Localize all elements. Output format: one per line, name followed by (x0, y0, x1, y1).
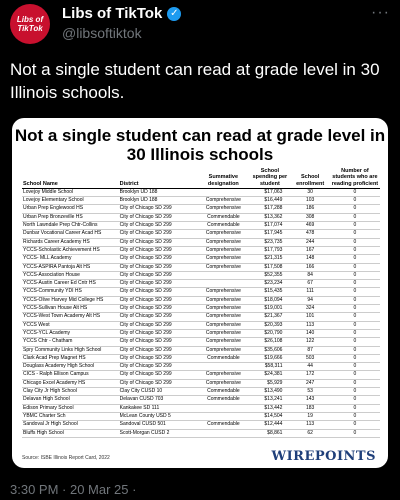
cell-district: City of Chicago SD 299 (119, 329, 198, 337)
cell-spending: $17,945 (249, 230, 290, 238)
cell-proficient: 0 (330, 321, 380, 329)
cell-school: YCCS-West Town Academy Alt HS (22, 313, 119, 321)
table-row (22, 354, 380, 362)
cell-enrollment: 324 (290, 305, 329, 313)
post-text: Not a single student can read at grade level in 30 Illinois schools. (10, 60, 380, 102)
cell-district: City of Chicago SD 299 (119, 213, 198, 221)
table-row (22, 305, 380, 313)
cell-designation: Comprehensive (197, 197, 249, 205)
avatar-line-2: TikTok (17, 24, 43, 33)
cell-school: Clay City Jr High School (22, 388, 119, 396)
cell-designation (197, 363, 249, 371)
cell-proficient: 0 (330, 263, 380, 271)
table-row (22, 313, 380, 321)
cell-spending: $23,735 (249, 238, 290, 246)
cell-spending: $15,435 (249, 288, 290, 296)
table-row (22, 329, 380, 337)
cell-enrollment: 140 (290, 329, 329, 337)
cell-school: Douglass Academy High School (22, 363, 119, 371)
col-school: School Name (22, 168, 119, 188)
cell-school: Edison Primary School (22, 404, 119, 412)
cell-district: City of Chicago SD 299 (119, 354, 198, 362)
col-designation: Summative designation (197, 168, 249, 188)
cell-enrollment: 166 (290, 263, 329, 271)
cell-proficient: 0 (330, 404, 380, 412)
table-row (22, 205, 380, 213)
cell-district: City of Chicago SD 299 (119, 371, 198, 379)
cell-spending: $20,393 (249, 321, 290, 329)
cell-enrollment: 19 (290, 412, 329, 420)
cell-enrollment: 84 (290, 271, 329, 279)
cell-spending: $14,504 (249, 412, 290, 420)
table-row (22, 363, 380, 371)
cell-school: YCCS West (22, 321, 119, 329)
cell-district: City of Chicago SD 299 (119, 296, 198, 304)
cell-spending: $58,311 (249, 363, 290, 371)
col-spending: School spending per student (249, 168, 290, 188)
cell-designation: Comprehensive (197, 296, 249, 304)
cell-proficient: 0 (330, 396, 380, 404)
cell-designation: Comprehensive (197, 305, 249, 313)
table-body (22, 188, 380, 437)
cell-proficient: 0 (330, 305, 380, 313)
table-row (22, 371, 380, 379)
cell-enrollment: 44 (290, 363, 329, 371)
cell-spending: $17,793 (249, 246, 290, 254)
cell-spending: $23,234 (249, 280, 290, 288)
cell-enrollment: 478 (290, 230, 329, 238)
cell-school: YBMC Charter Sch (22, 412, 119, 420)
cell-spending: $16,449 (249, 197, 290, 205)
cell-designation: Comprehensive (197, 255, 249, 263)
cell-school: North Lawndale Prep Chtr-Collins (22, 222, 119, 230)
cell-enrollment: 111 (290, 288, 329, 296)
cell-school: YCCS Chtr - Chatham (22, 338, 119, 346)
cell-district: Kankakee SD 111 (119, 404, 198, 412)
cell-school: YCCS- MLL Academy (22, 255, 119, 263)
cell-proficient: 0 (330, 371, 380, 379)
schools-table-wrap (22, 168, 380, 438)
cell-school: YCCS-Sullivan House Alt HS (22, 305, 119, 313)
cell-enrollment: 113 (290, 321, 329, 329)
cell-district: City of Chicago SD 299 (119, 346, 198, 354)
cell-proficient: 0 (330, 313, 380, 321)
cell-proficient: 0 (330, 329, 380, 337)
avatar[interactable] (10, 4, 50, 44)
schools-table (22, 168, 380, 438)
cell-proficient: 0 (330, 412, 380, 420)
cell-spending: $21,367 (249, 313, 290, 321)
verified-badge-icon: ✓ (167, 7, 181, 21)
cell-enrollment: 113 (290, 421, 329, 429)
cell-school: Richards Career Academy HS (22, 238, 119, 246)
cell-enrollment: 101 (290, 313, 329, 321)
table-row (22, 404, 380, 412)
cell-proficient: 0 (330, 429, 380, 437)
table-row (22, 230, 380, 238)
table-row (22, 238, 380, 246)
cell-designation: Comprehensive (197, 379, 249, 387)
cell-spending: $18,094 (249, 296, 290, 304)
cell-designation: Commendable (197, 222, 249, 230)
cell-designation: Comprehensive (197, 371, 249, 379)
cell-school: Sandoval Jr High School (22, 421, 119, 429)
cell-designation: Commendable (197, 396, 249, 404)
cell-spending: $21,315 (249, 255, 290, 263)
table-row (22, 197, 380, 205)
cell-school: Clark Acad Prep Magnet HS (22, 354, 119, 362)
cell-proficient: 0 (330, 296, 380, 304)
cell-enrollment: 103 (290, 197, 329, 205)
cell-designation (197, 404, 249, 412)
cell-designation: Comprehensive (197, 321, 249, 329)
cell-designation (197, 188, 249, 196)
cell-spending: $12,444 (249, 421, 290, 429)
cell-designation: Commendable (197, 354, 249, 362)
cell-spending: $13,442 (249, 404, 290, 412)
cell-district: Scott-Morgan CUSD 2 (119, 429, 198, 437)
cell-district: Brooklyn UD 188 (119, 188, 198, 196)
source-note: Source: ISBE Illinois Report Card, 2022 (22, 455, 110, 461)
cell-enrollment: 62 (290, 429, 329, 437)
cell-school: Bluffs High School (22, 429, 119, 437)
attached-image[interactable] (12, 118, 388, 468)
cell-district: City of Chicago SD 299 (119, 363, 198, 371)
cell-district: City of Chicago SD 299 (119, 230, 198, 238)
cell-proficient: 0 (330, 346, 380, 354)
cell-district: City of Chicago SD 299 (119, 321, 198, 329)
cell-designation: Comprehensive (197, 313, 249, 321)
cell-spending: $35,606 (249, 346, 290, 354)
more-options-icon[interactable]: ··· (371, 4, 390, 21)
table-row (22, 288, 380, 296)
cell-proficient: 0 (330, 197, 380, 205)
cell-district: City of Chicago SD 299 (119, 205, 198, 213)
cell-school: Spry Community Links High School (22, 346, 119, 354)
cell-spending: $19,666 (249, 354, 290, 362)
cell-designation: Comprehensive (197, 329, 249, 337)
cell-designation: Commendable (197, 421, 249, 429)
cell-designation: Comprehensive (197, 338, 249, 346)
avatar-line-1: Libs of (16, 15, 44, 24)
image-title: Not a single student can read at grade level in 30 Illinois schools (14, 126, 386, 164)
cell-proficient: 0 (330, 280, 380, 288)
cell-spending: $8,861 (249, 429, 290, 437)
cell-enrollment: 183 (290, 404, 329, 412)
cell-proficient: 0 (330, 188, 380, 196)
cell-designation: Comprehensive (197, 246, 249, 254)
cell-proficient: 0 (330, 338, 380, 346)
cell-school: YCCS-Scholastic Achievement HS (22, 246, 119, 254)
display-name[interactable]: Libs of TikTok (62, 5, 163, 22)
cell-spending: $13,362 (249, 213, 290, 221)
cell-district: City of Chicago SD 299 (119, 313, 198, 321)
cell-school: Delavan High School (22, 396, 119, 404)
cell-enrollment: 247 (290, 379, 329, 387)
cell-district: City of Chicago SD 299 (119, 288, 198, 296)
cell-spending: $17,288 (249, 205, 290, 213)
table-row (22, 412, 380, 420)
cell-designation: Comprehensive (197, 346, 249, 354)
cell-district: City of Chicago SD 299 (119, 246, 198, 254)
table-row (22, 246, 380, 254)
table-row (22, 338, 380, 346)
table-row (22, 421, 380, 429)
table-row (22, 271, 380, 279)
post-timestamp[interactable]: 3:30 PM · 20 Mar 25 · (10, 482, 137, 497)
table-row (22, 263, 380, 271)
cell-spending: $5,929 (249, 379, 290, 387)
table-row (22, 321, 380, 329)
cell-designation: Comprehensive (197, 238, 249, 246)
cell-enrollment: 94 (290, 296, 329, 304)
cell-enrollment: 87 (290, 346, 329, 354)
cell-enrollment: 30 (290, 188, 329, 196)
cell-enrollment: 503 (290, 354, 329, 362)
cell-enrollment: 244 (290, 238, 329, 246)
cell-district: City of Chicago SD 299 (119, 305, 198, 313)
cell-designation (197, 412, 249, 420)
cell-school: Lovejoy Elementary School (22, 197, 119, 205)
cell-school: Lovejoy Middle School (22, 188, 119, 196)
cell-district: City of Chicago SD 299 (119, 379, 198, 387)
cell-proficient: 0 (330, 213, 380, 221)
cell-proficient: 0 (330, 222, 380, 230)
table-row (22, 296, 380, 304)
cell-spending: $17,074 (249, 222, 290, 230)
cell-school: YCCS-Olive Harvey Mid College HS (22, 296, 119, 304)
cell-district: Clay City CUSD 10 (119, 388, 198, 396)
cell-proficient: 0 (330, 271, 380, 279)
handle[interactable]: @libsoftiktok (62, 25, 142, 41)
cell-spending: $26,108 (249, 338, 290, 346)
cell-school: YCCS-ASPIRA Pantoja Alt HS (22, 263, 119, 271)
cell-enrollment: 172 (290, 371, 329, 379)
cell-spending: $19,001 (249, 305, 290, 313)
cell-proficient: 0 (330, 230, 380, 238)
cell-district: Brooklyn UD 188 (119, 197, 198, 205)
cell-designation: Comprehensive (197, 263, 249, 271)
cell-school: YCCS-Association House (22, 271, 119, 279)
cell-designation: Comprehensive (197, 230, 249, 238)
cell-proficient: 0 (330, 288, 380, 296)
cell-district: Delavan CUSD 703 (119, 396, 198, 404)
display-name-row[interactable] (62, 4, 181, 23)
post-header (10, 4, 390, 48)
table-row (22, 396, 380, 404)
cell-designation: Commendable (197, 213, 249, 221)
table-row (22, 388, 380, 396)
cell-designation: Comprehensive (197, 205, 249, 213)
col-enrollment: School enrollment (290, 168, 329, 188)
cell-proficient: 0 (330, 421, 380, 429)
cell-spending: $13,490 (249, 388, 290, 396)
cell-enrollment: 186 (290, 205, 329, 213)
table-row (22, 379, 380, 387)
table-row (22, 255, 380, 263)
col-district: District (119, 168, 198, 188)
cell-enrollment: 308 (290, 213, 329, 221)
cell-designation (197, 280, 249, 288)
cell-district: City of Chicago SD 299 (119, 222, 198, 230)
cell-proficient: 0 (330, 205, 380, 213)
cell-district: Sandoval CUSD 501 (119, 421, 198, 429)
table-row (22, 280, 380, 288)
cell-district: McLean County USD 5 (119, 412, 198, 420)
author-names (62, 4, 181, 42)
cell-spending: $13,241 (249, 396, 290, 404)
cell-spending: $17,063 (249, 188, 290, 196)
cell-enrollment: 469 (290, 222, 329, 230)
cell-district: City of Chicago SD 299 (119, 338, 198, 346)
table-row (22, 429, 380, 437)
table-row (22, 213, 380, 221)
cell-district: City of Chicago SD 299 (119, 238, 198, 246)
cell-enrollment: 67 (290, 280, 329, 288)
cell-enrollment: 143 (290, 396, 329, 404)
cell-proficient: 0 (330, 255, 380, 263)
cell-enrollment: 148 (290, 255, 329, 263)
cell-spending: $24,381 (249, 371, 290, 379)
table-row (22, 222, 380, 230)
cell-school: Chicago Excel Academy HS (22, 379, 119, 387)
cell-designation (197, 271, 249, 279)
cell-school: YCCS-Austin Career Ed Cntr HS (22, 280, 119, 288)
cell-district: City of Chicago SD 299 (119, 263, 198, 271)
cell-school: CICS - Ralph Ellison Campus (22, 371, 119, 379)
cell-enrollment: 53 (290, 388, 329, 396)
cell-district: City of Chicago SD 299 (119, 280, 198, 288)
cell-proficient: 0 (330, 363, 380, 371)
cell-school: YCCS-Community YDI HS (22, 288, 119, 296)
wirepoints-logo: WIREPOINTS (271, 449, 376, 464)
cell-school: Urban Prep Bronzeville HS (22, 213, 119, 221)
cell-designation (197, 429, 249, 437)
cell-proficient: 0 (330, 388, 380, 396)
cell-spending: $17,508 (249, 263, 290, 271)
cell-school: YCCS-YCL Academy (22, 329, 119, 337)
table-row (22, 346, 380, 354)
cell-designation: Comprehensive (197, 288, 249, 296)
table-row (22, 188, 380, 196)
cell-enrollment: 122 (290, 338, 329, 346)
cell-proficient: 0 (330, 354, 380, 362)
cell-designation: Commendable (197, 388, 249, 396)
cell-spending: $52,355 (249, 271, 290, 279)
table-header-row (22, 168, 380, 188)
cell-proficient: 0 (330, 379, 380, 387)
cell-spending: $20,790 (249, 329, 290, 337)
cell-enrollment: 167 (290, 246, 329, 254)
cell-proficient: 0 (330, 246, 380, 254)
cell-school: Dunbar Vocational Career Acad HS (22, 230, 119, 238)
col-proficient: Number of students who are reading proficient (331, 168, 379, 187)
cell-district: City of Chicago SD 299 (119, 271, 198, 279)
cell-district: City of Chicago SD 299 (119, 255, 198, 263)
cell-proficient: 0 (330, 238, 380, 246)
cell-school: Urban Prep Englewood HS (22, 205, 119, 213)
